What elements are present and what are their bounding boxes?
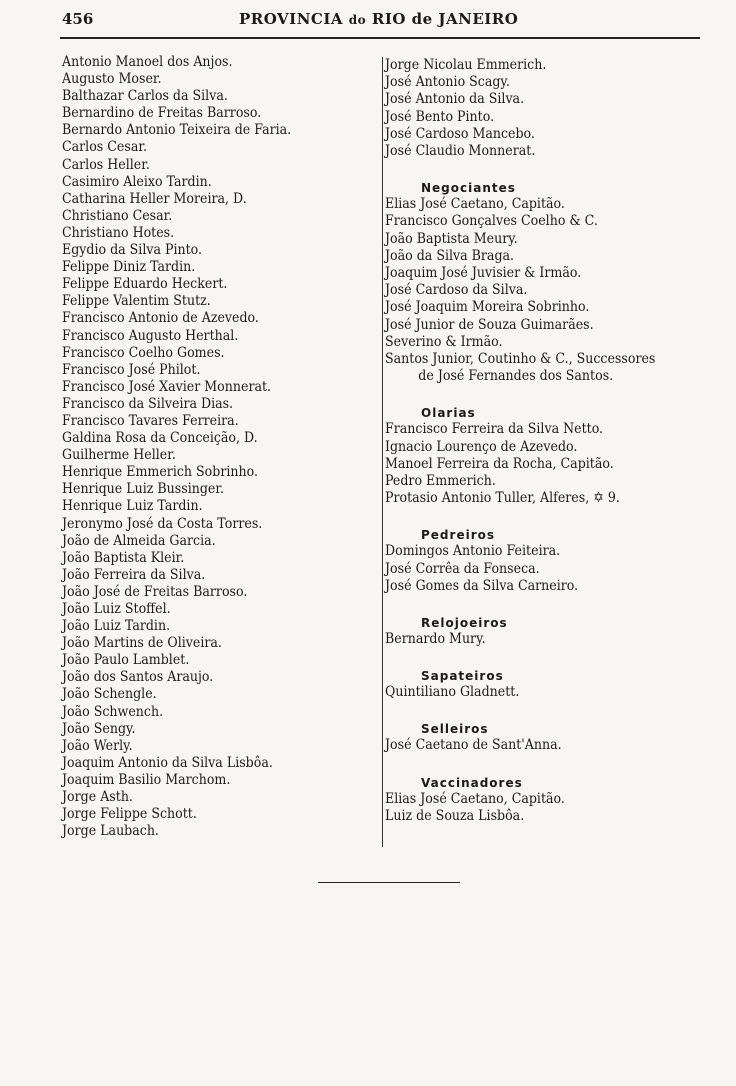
list-item <box>385 490 673 507</box>
list-item: Egydio da Silva Pinto. <box>62 242 203 259</box>
list-item: José Joaquim Moreira Sobrinho. <box>385 299 590 316</box>
list-item-suffix: 9. <box>607 490 620 507</box>
section-title: Relojoeiros <box>421 616 508 631</box>
list-item: Balthazar Carlos da Silva. <box>62 88 228 105</box>
list-item: João Paulo Lamblet. <box>62 652 190 669</box>
list-item: João José de Freitas Barroso. <box>62 583 248 600</box>
list-item: Augusto Moser. <box>62 71 162 88</box>
list-item: Quintiliano Gladnett. <box>385 684 520 701</box>
list-item: José Caetano de Sant'Anna. <box>385 737 562 754</box>
list-item: Francisco Antonio de Azevedo. <box>62 310 259 327</box>
section-title: Selleiros <box>421 722 489 737</box>
list-item: Elias José Caetano, Capitão. <box>385 790 565 807</box>
list-item: Catharina Heller Moreira, D. <box>62 190 247 207</box>
section-relojoeiros <box>385 615 705 648</box>
list-item: João Luiz Stoffel. <box>62 601 171 617</box>
list-item: Jorge Asth. <box>62 789 133 806</box>
list-item: Felippe Eduardo Heckert. <box>62 276 228 293</box>
list-item: Casimiro Aleixo Tardin. <box>62 173 212 190</box>
section-pedreiros <box>385 527 705 595</box>
list-item: José Cardoso da Silva. <box>385 282 528 299</box>
list-item: João Sengy. <box>62 720 136 737</box>
header-rule <box>60 37 700 39</box>
list-item: Jorge Laubach. <box>62 823 159 840</box>
list-item-text: Protasio Antonio Tuller, Alferes, <box>385 490 590 507</box>
left-column <box>62 54 380 840</box>
list-item: Francisco Tavares Ferreira. <box>62 412 239 429</box>
right-column <box>385 57 705 825</box>
title-do: do <box>348 13 367 27</box>
list-item: José Corrêa da Fonseca. <box>385 560 540 577</box>
list-item: João Baptista Meury. <box>385 230 518 247</box>
list-item: Jorge Felippe Schott. <box>62 806 197 823</box>
list-item: Henrique Emmerich Sobrinho. <box>62 464 258 481</box>
section-negociantes <box>385 180 705 385</box>
column-divider <box>382 57 383 847</box>
list-item: José Antonio da Silva. <box>385 91 525 108</box>
list-item: Pedro Emmerich. <box>385 473 496 490</box>
list-item: Joaquim Antonio da Silva Lisbôa. <box>62 754 273 771</box>
list-item: Manoel Ferreira da Rocha, Capitão. <box>385 455 614 472</box>
section-title: Sapateiros <box>421 669 504 684</box>
list-item: Severino & Irmão. <box>385 333 503 350</box>
list-item: Francisco Augusto Herthal. <box>62 327 239 344</box>
running-title <box>239 10 518 28</box>
list-item: José Cardoso Mancebo. <box>385 125 535 142</box>
section-title: Vaccinadores <box>421 775 523 790</box>
section-olarias <box>385 405 705 507</box>
list-item: João Ferreira da Silva. <box>62 566 206 583</box>
list-item: João Schengle. <box>62 686 157 703</box>
list-item: Ignacio Lourenço de Azevedo. <box>385 438 578 455</box>
list-item: Christiano Cesar. <box>62 207 173 224</box>
list-item: João Schwench. <box>62 703 164 720</box>
list-item: Felippe Diniz Tardin. <box>62 259 196 276</box>
list-item: Guilherme Heller. <box>62 447 176 464</box>
page-number: 456 <box>62 10 94 28</box>
list-item: José Antonio Scagy. <box>385 74 510 91</box>
title-main: PROVINCIA <box>239 10 344 28</box>
list-item: Jeronymo José da Costa Torres. <box>62 515 263 532</box>
list-item: Joaquim José Juvisier & Irmão. <box>385 265 582 282</box>
list-item: José Gomes da Silva Carneiro. <box>385 577 579 594</box>
list-item: Christiano Hotes. <box>62 224 175 241</box>
list-item: Henrique Luiz Bussinger. <box>62 481 225 498</box>
list-item: Bernardo Antonio Teixeira de Faria. <box>62 122 292 139</box>
list-item-continuation: de José Fernandes dos Santos. <box>418 368 614 385</box>
list-item: Francisco José Philot. <box>62 361 201 378</box>
list-item: Francisco José Xavier Monnerat. <box>62 378 272 395</box>
list-item: Francisco da Silveira Dias. <box>62 395 234 412</box>
section-title: Negociantes <box>421 181 516 196</box>
section-sapateiros <box>385 668 705 701</box>
list-item: João Luiz Tardin. <box>62 618 171 635</box>
footer-rule <box>318 882 460 883</box>
list-item: Elias José Caetano, Capitão. <box>385 196 565 213</box>
section-title: Olarias <box>421 406 476 421</box>
list-item: João da Silva Braga. <box>385 247 515 264</box>
list-item: José Claudio Monnerat. <box>385 143 536 160</box>
list-item: Joaquim Basilio Marchom. <box>62 771 231 788</box>
page-header <box>62 6 698 30</box>
list-item: João de Almeida Garcia. <box>62 532 216 549</box>
section-selleiros <box>385 721 705 754</box>
list-item: Carlos Heller. <box>62 156 150 173</box>
list-item: Francisco Gonçalves Coelho & C. <box>385 213 598 230</box>
list-item: Carlos Cesar. <box>62 139 147 156</box>
list-item: Francisco Ferreira da Silva Netto. <box>385 421 604 438</box>
list-item: Bernardo Mury. <box>385 631 486 648</box>
list-item: José Bento Pinto. <box>385 108 495 125</box>
list-item: Luiz de Souza Lisbôa. <box>385 807 525 824</box>
section-vaccinadores <box>385 775 705 825</box>
list-item: Santos Junior, Coutinho & C., Successores <box>385 351 656 368</box>
list-item: Francisco Coelho Gomes. <box>62 344 225 361</box>
list-item: João Martins de Oliveira. <box>62 635 222 652</box>
list-item: Antonio Manoel dos Anjos. <box>62 54 233 70</box>
list-item: Felippe Valentim Stutz. <box>62 293 211 310</box>
list-item: Jorge Nicolau Emmerich. <box>385 57 547 73</box>
list-item: João dos Santos Araujo. <box>62 669 214 686</box>
list-item: José Junior de Souza Guimarães. <box>385 316 594 333</box>
list-item: João Werly. <box>62 737 133 754</box>
section-title: Pedreiros <box>421 528 495 543</box>
title-place: RIO de JANEIRO <box>371 10 519 28</box>
list-item: Henrique Luiz Tardin. <box>62 498 203 515</box>
list-item: Galdina Rosa da Conceição, D. <box>62 430 258 447</box>
list-item: Domingos Antonio Feiteira. <box>385 543 561 560</box>
list-item: Bernardino de Freitas Barroso. <box>62 105 262 122</box>
list-item: João Baptista Kleir. <box>62 549 185 566</box>
star-of-david-icon: ✡ <box>593 490 604 507</box>
